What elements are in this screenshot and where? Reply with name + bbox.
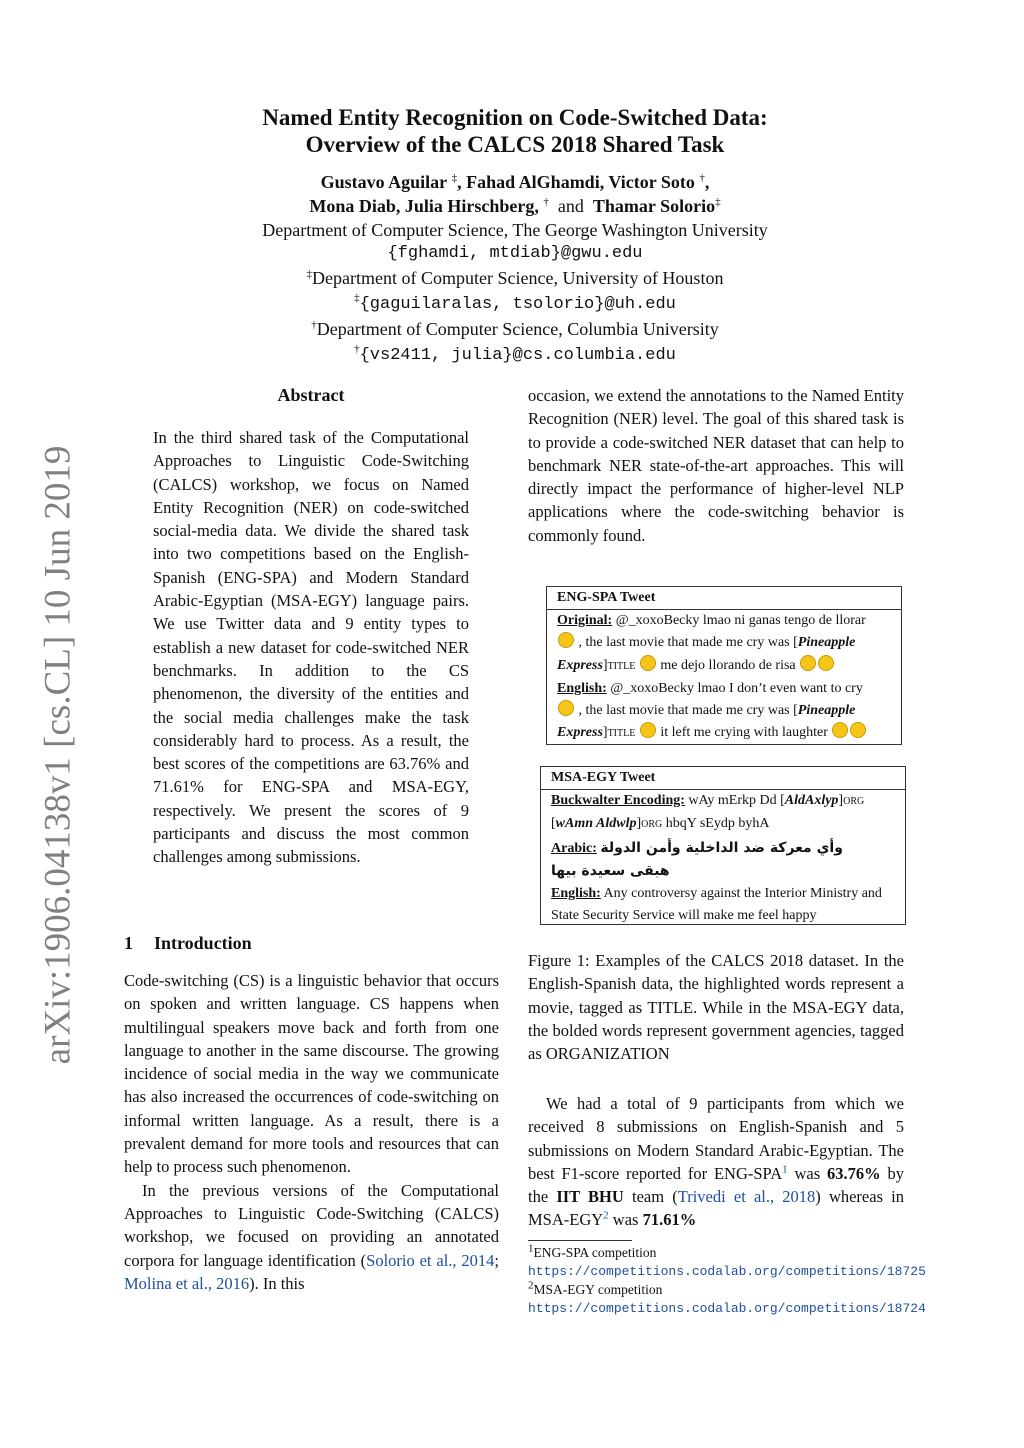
tweet-line: , the last movie that made me cry was [Pineapple Express]TITLE it left me crying with laughter	[557, 700, 891, 746]
intro-p2-text: In the previous versions of the Computational Approaches to Linguistic Code-Switching (CALCS) workshop, we focused on providing an annotated corpora for language identification (	[124, 1180, 499, 1270]
footnote-link-eng-spa[interactable]: https://competitions.codalab.org/competitions/18725	[528, 1264, 926, 1279]
eng-spa-tweet-box	[546, 586, 902, 745]
footnote-number: 2	[528, 1279, 534, 1292]
author-aguilar: Gustavo Aguilar	[320, 172, 448, 192]
citation-year: 2014	[461, 1250, 495, 1270]
footnote-number: 1	[528, 1242, 534, 1255]
citation-trivedi[interactable]: Trivedi et al., 2018	[677, 1187, 816, 1207]
entity-tag: TITLE	[607, 660, 636, 672]
affil-mark: †	[543, 196, 549, 208]
footnote-link-msa-egy[interactable]: https://competitions.codalab.org/competitions/18724	[528, 1301, 926, 1316]
score-eng-spa: 63.76%	[827, 1163, 881, 1183]
results-text-3: by the	[528, 1163, 904, 1207]
results-text-6: was	[608, 1210, 643, 1230]
affiliation-gwu: Department of Computer Science, The George Washington University	[262, 220, 768, 240]
title-line-2: Overview of the CALCS 2018 Shared Task	[305, 132, 725, 157]
affil-mark: †	[354, 343, 360, 355]
tweet-line	[557, 610, 891, 632]
footnote-text: MSA-EGY competition	[533, 1282, 663, 1297]
english-text-1: @_xoxoBecky lmao I don’t even want to cry	[610, 680, 863, 696]
author-line-1: Gustavo Aguilar ‡, Fahad AlGhamdi, Victor Soto †,	[320, 172, 710, 192]
footnote-text: ENG-SPA competition	[533, 1245, 657, 1260]
affil-mark: †	[311, 319, 317, 331]
crying-laughing-emoji-icon	[558, 632, 574, 648]
results-text-5: ) whereas in MSA-EGY	[528, 1187, 904, 1230]
citation-separator: ;	[494, 1250, 500, 1270]
footnotes	[528, 1242, 926, 1318]
affiliation-uh-text: Department of Computer Science, University of Houston	[312, 268, 724, 288]
affiliation-cu	[120, 317, 910, 341]
eng-spa-tweet-header: ENG-SPA Tweet	[547, 587, 901, 610]
results-text-4: team (	[623, 1187, 678, 1207]
affiliation-uh	[120, 266, 910, 290]
citation-authors: Molina et al.	[124, 1273, 208, 1293]
tweet-line	[551, 860, 895, 883]
tweet-line	[557, 678, 891, 700]
affiliation-cu-text: Department of Computer Science, Columbia University	[316, 319, 719, 339]
citation-molina[interactable]: Molina et al., 2016	[124, 1273, 250, 1293]
arabic-text-1: وأي معركة ضد الداخلية وأمن الدولة	[600, 839, 843, 856]
right-column-paragraph-1: occasion, we extend the annotations to the Named Entity Recognition (NER) level. The goal of this shared task is to provide a code-switched NER dataset that can help to benchmark NER state-of-the-art approaches. This will directly impact the performance of higher-level NLP applications where the code-switching behavior is commonly found.	[528, 386, 904, 545]
crying-laughing-emoji-icon	[818, 655, 834, 671]
english-text-2: , the last movie that made me cry was [	[578, 703, 798, 719]
eng-spa-tweet-body	[547, 610, 901, 746]
abstract-text: In the third shared task of the Computational Approaches to Linguistic Code-Switching (CALCS) workshop, we focus on Named Entity Recognition (NER) on code-switched social-media data. We divide the shared task into two competitions based on the English-Spanish (ENG-SPA) and Modern Standard Arabic-Egyptian (MSA-EGY) language pairs. We use Twitter data and 9 entity types to establish a new dataset for code-switched NER benchmarks. In addition to the CS phenomenon, the diversity of the entities and the social media challenges make the task considerably hard to process. As a result, the best scores of the competitions are 63.76% and 71.61% for ENG-SPA and MSA-EGY, respectively. We present the scores of 9 participants and discuss the most common challenges among submissions.	[153, 428, 469, 867]
citation-solorio[interactable]: Solorio et al., 2014	[366, 1250, 495, 1270]
english-label: English:	[551, 886, 601, 902]
author-line-2	[120, 194, 910, 218]
affil-mark: ‡	[354, 292, 360, 304]
crying-laughing-emoji-icon	[558, 700, 574, 716]
email-uh	[120, 290, 910, 317]
footnote-ref-1[interactable]: 1	[782, 1163, 788, 1176]
citation-year: 2018	[782, 1187, 816, 1207]
original-text-3: me dejo llorando de risa	[660, 657, 796, 673]
entity-org-1: AldAxlyp	[784, 793, 839, 808]
tweet-line	[551, 837, 895, 860]
arxiv-stamp	[28, 445, 88, 1065]
author-alghamdi-soto: Fahad AlGhamdi, Victor Soto	[466, 172, 695, 192]
affil-mark: ‡	[451, 172, 458, 184]
original-text-2: , the last movie that made me cry was [	[578, 635, 798, 651]
crying-laughing-emoji-icon	[850, 722, 866, 738]
author-block	[120, 170, 910, 368]
buckwalter-text-1: wAy mErkp Dd [	[688, 793, 785, 808]
citation-authors: Solorio et al.	[366, 1250, 453, 1270]
right-column-paragraph-2	[528, 1092, 904, 1232]
introduction-body	[124, 969, 499, 1295]
section-title: Introduction	[154, 933, 252, 953]
tweet-line: , the last movie that made me cry was [Pineapple Express]TITLE me dejo llorando de risa	[557, 632, 891, 678]
arabic-label: Arabic:	[551, 840, 597, 856]
smile-emoji-icon	[640, 722, 656, 738]
tweet-line: Buckwalter Encoding: wAy mErkp Dd [AldAxlyp]ORG	[551, 793, 865, 808]
crying-laughing-emoji-icon	[832, 722, 848, 738]
msa-egy-tweet-box	[540, 766, 906, 925]
intro-paragraph-2	[124, 1179, 499, 1295]
section-heading-introduction	[124, 933, 252, 954]
author-diab-hirschberg: Mona Diab, Julia Hirschberg,	[309, 196, 539, 216]
entity-title: Pineapple Express	[557, 703, 856, 741]
paper-title	[120, 104, 910, 158]
msa-egy-tweet-body	[541, 790, 905, 928]
affil-mark: ‡	[715, 196, 721, 208]
affil-mark: ‡	[306, 268, 313, 280]
arxiv-stamp-text: arXiv:1906.04138v1 [cs.CL] 10 Jun 2019	[37, 445, 79, 1065]
score-msa-egy: 71.61%	[642, 1210, 697, 1230]
english-text: Any controversy against the Interior Ministry and State Security Service will make me feel happy	[551, 886, 882, 924]
entity-title: Pineapple Express	[557, 635, 856, 673]
email-uh-text: {gaguilaralas, tsolorio}@uh.edu	[359, 295, 676, 314]
title-line-1: Named Entity Recognition on Code-Switched Data:	[262, 105, 768, 130]
entity-org-2: wAmn Aldwlp	[555, 816, 637, 832]
smile-emoji-icon	[640, 655, 656, 671]
section-number: 1	[124, 933, 133, 953]
crying-laughing-emoji-icon	[800, 655, 816, 671]
arabic-text-2: هبقى سعيدة بيها	[551, 862, 670, 879]
author-solorio: Thamar Solorio	[592, 196, 716, 216]
email-cu	[120, 341, 910, 368]
figure-caption: Figure 1: Examples of the CALCS 2018 dataset. In the English-Spanish data, the highlighted words represent a movie, tagged as TITLE. While in the MSA-EGY data, the bolded words represent government agencies, tagged as ORGANIZATION	[528, 951, 904, 1064]
citation-year: 2016	[216, 1273, 250, 1293]
footnote-1	[528, 1242, 926, 1281]
msa-egy-tweet-header: MSA-EGY Tweet	[541, 767, 905, 790]
intro-paragraph-1: Code-switching (CS) is a linguistic behavior that occurs on spoken and written language. CS happens when multilingual speakers move back and forth from one language to another in the same discourse. The growing incidence of social media in the way we communicate has also increased the occurrences of code-switching on informal written language. As a result, there is a prevalent demand for more tools and resources that can help to process such phenomenon.	[124, 971, 499, 1177]
email-gwu: {fghamdi, mtdiab}@gwu.edu	[387, 244, 643, 263]
entity-tag: ORG	[843, 796, 865, 807]
citation-authors: Trivedi et al.	[677, 1187, 770, 1207]
tweet-line	[551, 883, 895, 928]
entity-tag: ORG	[641, 819, 663, 831]
email-cu-text: {vs2411, julia}@cs.columbia.edu	[359, 346, 676, 365]
english-text-3: it left me crying with laughter	[660, 725, 828, 741]
abstract-heading: Abstract	[277, 385, 345, 405]
footnote-2	[528, 1279, 926, 1318]
footnote-rule	[528, 1240, 632, 1241]
english-label: English:	[557, 680, 607, 696]
original-label: Original:	[557, 613, 613, 628]
intro-p2-end: ). In this	[249, 1273, 305, 1293]
buckwalter-text-2: hbqY sEydp byhA	[665, 816, 770, 832]
results-text-1: We had a total of 9 participants from which we received 8 submissions on English-Spanish and 5 submissions on Modern Standard Arabic-Egyptian. The best F1-score reported for ENG-SPA	[528, 1094, 904, 1183]
results-text-2: was	[787, 1163, 828, 1183]
footnote-ref-2[interactable]: 2	[603, 1209, 609, 1222]
entity-tag: TITLE	[607, 728, 636, 740]
buckwalter-label: Buckwalter Encoding:	[551, 793, 685, 808]
original-text-1: @_xoxoBecky lmao ni ganas tengo de llorar	[615, 613, 866, 628]
team-name: IIT BHU	[556, 1187, 624, 1207]
author-and: and	[557, 196, 584, 216]
tweet-line: [wAmn Aldwlp]ORG hbqY sEydp byhA	[551, 816, 770, 832]
affil-mark: †	[699, 172, 705, 184]
